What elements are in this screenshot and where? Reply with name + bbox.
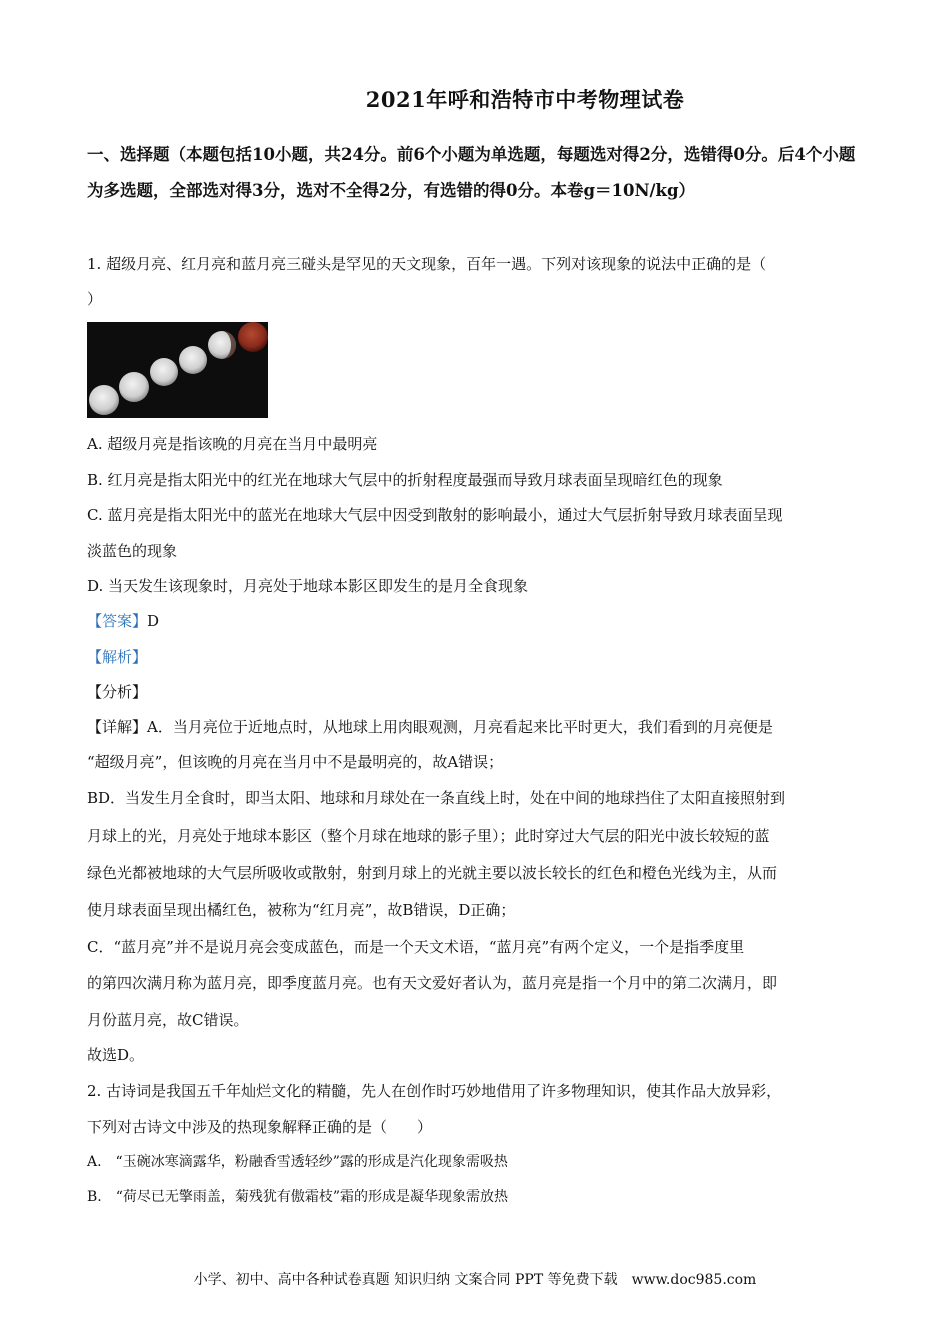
page-footer: 小学、初中、高中各种试卷真题 知识归纳 文案合同 PPT 等免费下载 www.doc985.com — [193, 1272, 757, 1288]
answer-tag: 【答案】 — [87, 612, 148, 630]
q1-option-c-line1: C. 蓝月亮是指太阳光中的蓝光在地球大气层中因受到散射的影响最小，通过大气层折射导致月球表面呈现 — [87, 506, 783, 524]
lunar-eclipse-photo — [87, 322, 268, 418]
q2-option-a: A. “玉碗冰寒滴露华，粉融香雪透轻纱”露的形成是汽化现象需吸热 — [87, 1154, 508, 1170]
detail-line: 使月球表面呈现出橘红色，被称为“红月亮”，故B错误，D正确； — [87, 901, 516, 919]
detail-line: 故选D。 — [87, 1046, 145, 1064]
lunar-eclipse-image — [87, 322, 268, 418]
q1-answer — [87, 611, 877, 631]
detail-line: 的第四次满月称为蓝月亮，即季度蓝月亮。也有天文爱好者认为，蓝月亮是指一个月中的第二次满月，即 — [87, 974, 778, 992]
q2-stem-line2: 下列对古诗文中涉及的热现象解释正确的是（ ） — [87, 1118, 433, 1136]
q1-stem-line2: ） — [87, 290, 103, 308]
moon-phase-4 — [179, 346, 207, 374]
page-title: 2021年呼和浩特市中考物理试卷 — [365, 87, 685, 112]
detail-line: BD．当发生月全食时，即当太阳、地球和月球处在一条直线上时，处在中间的地球挡住了太阳直接照射到 — [87, 789, 786, 807]
detail-line: “超级月亮”，但该晚的月亮在当月中不是最明亮的，故A错误； — [87, 753, 504, 771]
detail-line: 月球上的光，月亮处于地球本影区（整个月球在地球的影子里）；此时穿过大气层的阳光中波长较短的蓝 — [87, 827, 770, 845]
section-header: 一、选择题（本题包括10小题，共24分。前6个小题为单选题，每题选对得2分，选错得0分。后4个小题为多选题，全部选对得3分，选对不全得2分，有选错的得0分。本卷g＝10N/kg） — [87, 145, 856, 200]
moon-phase-1 — [89, 385, 119, 415]
q1-option-d: D. 当天发生该现象时，月亮处于地球本影区即发生的是月全食现象 — [87, 577, 529, 595]
moon-phase-2 — [119, 372, 149, 402]
analysis-tag: 【解析】 — [87, 648, 148, 666]
fenxi-tag: 【分析】 — [87, 683, 148, 701]
q2-option-b: B. “荷尽已无擎雨盖，菊残犹有傲霜枝”霜的形成是凝华现象需放热 — [87, 1189, 509, 1205]
detail-line: 月份蓝月亮，故C错误。 — [87, 1011, 249, 1029]
q1-option-c-line2: 淡蓝色的现象 — [87, 542, 178, 560]
q2-stem-line1: 2. 古诗词是我国五千年灿烂文化的精髓，先人在创作时巧妙地借用了许多物理知识，使其作品大放异彩， — [87, 1082, 782, 1100]
q1-option-a: A. 超级月亮是指该晚的月亮在当月中最明亮 — [87, 435, 378, 453]
detail-line: 绿色光都被地球的大气层所吸收或散射，射到月球上的光就主要以波长较长的红色和橙色光线为主，从而 — [87, 864, 778, 882]
moon-phase-3 — [150, 358, 178, 386]
q1-option-b: B. 红月亮是指太阳光中的红光在地球大气层中的折射程度最强而导致月球表面呈现暗红色的现象 — [87, 471, 723, 489]
detail-line: 【详解】A．当月亮位于近地点时，从地球上用肉眼观测，月亮看起来比平时更大，我们看到的月亮便是 — [87, 718, 773, 736]
q1-stem-line1: 1. 超级月亮、红月亮和蓝月亮三碰头是罕见的天文现象，百年一遇。下列对该现象的说法中正确的是（ — [87, 255, 767, 273]
answer-value: D — [147, 612, 160, 630]
detail-line: C．“蓝月亮”并不是说月亮会变成蓝色，而是一个天文术语，“蓝月亮”有两个定义，一个是指季度里 — [87, 938, 745, 956]
red-moon — [238, 322, 268, 352]
